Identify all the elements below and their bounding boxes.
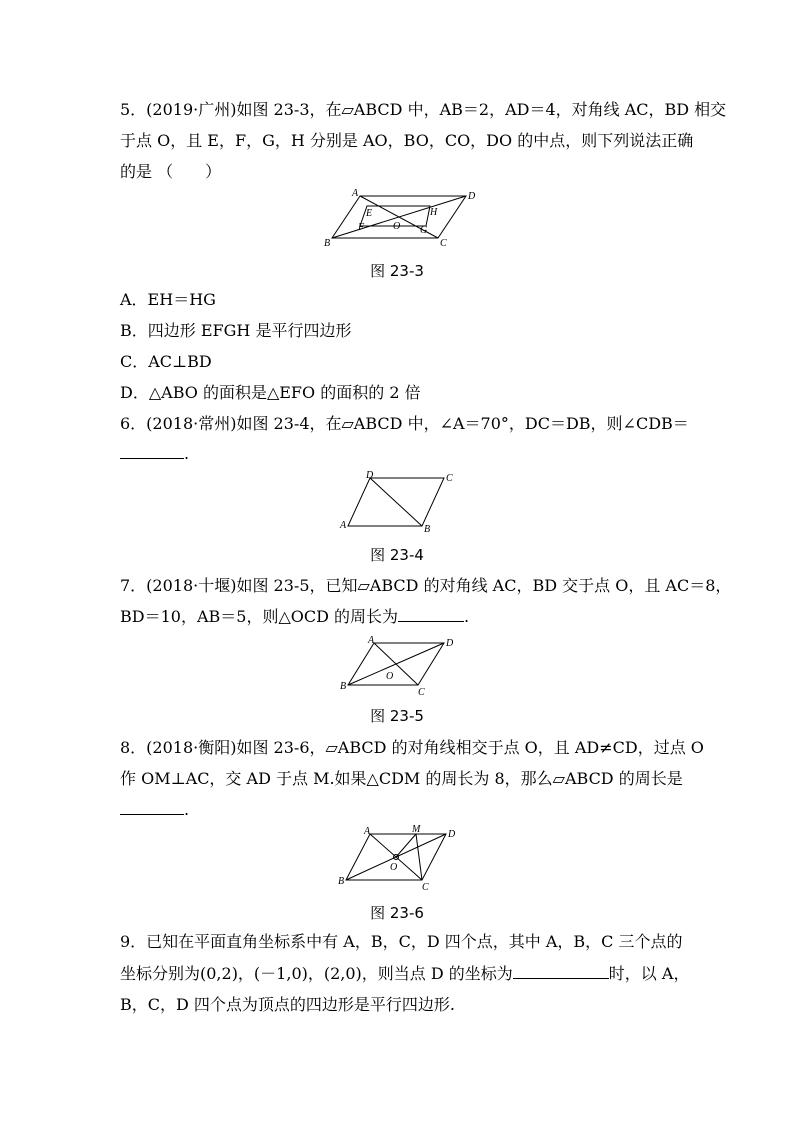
- label-g: G: [420, 225, 428, 236]
- diagonal-bd: [348, 643, 444, 685]
- label-h: H: [430, 207, 438, 218]
- label-b: B: [424, 524, 431, 534]
- answer-blank[interactable]: [398, 607, 464, 622]
- figure-23-6: [336, 824, 460, 892]
- label-a: A: [340, 520, 347, 531]
- figure-23-6-caption: 图 23-6: [370, 904, 424, 922]
- q5-line-3: 的是 （ ）: [120, 162, 222, 181]
- q5-option-d: D．△ABO 的面积是△EFO 的面积的 2 倍: [120, 383, 421, 402]
- label-c: C: [440, 238, 447, 249]
- label-d: D: [468, 191, 476, 202]
- q5-option-c: C．AC⊥BD: [120, 352, 212, 371]
- figure-23-5-caption: 图 23-5: [370, 707, 424, 725]
- q9-line-3: B，C，D 四个点为顶点的四边形是平行四边形.: [120, 995, 456, 1014]
- label-m: M: [412, 824, 421, 835]
- label-o: O: [393, 221, 401, 232]
- q7-line-1: 7．(2018·十堰)如图 23-5，已知▱ABCD 的对角线 AC，BD 交于点 O，且 AC＝8，: [120, 576, 732, 595]
- q5-option-a: A．EH＝HG: [120, 290, 216, 309]
- label-c: C: [422, 882, 429, 892]
- q9-line-2: 坐标分别为(0,2)，(－1,0)，(2,0)，则当点 D 的坐标为 时，以 A，: [120, 964, 690, 983]
- label-a: A: [364, 826, 371, 837]
- answer-blank[interactable]: [120, 444, 184, 459]
- segment-om: [396, 834, 416, 857]
- answer-blank[interactable]: [120, 800, 184, 815]
- q6-line-1: 6．(2018·常州)如图 23-4，在▱ABCD 中，∠A＝70°，DC＝DB，则∠CDB＝: [120, 414, 689, 433]
- figure-23-5: [336, 633, 460, 697]
- q5-option-b: B．四边形 EFGH 是平行四边形: [120, 321, 352, 340]
- label-c: C: [418, 687, 425, 697]
- diagonal-db: [370, 478, 422, 526]
- q5-line-1: 5．(2019·广州)如图 23-3，在▱ABCD 中，AB＝2，AD＝4，对角线 AC，BD 相交: [120, 100, 727, 119]
- q8-line-3: .: [120, 800, 680, 820]
- label-o: O: [386, 671, 394, 682]
- label-e: E: [366, 208, 373, 219]
- answer-blank[interactable]: [513, 964, 609, 979]
- q6-line-2: .: [120, 444, 680, 464]
- figure-23-3-caption: 图 23-3: [370, 262, 424, 280]
- q7-line-2: BD＝10，AB＝5，则△OCD 的周长为 .: [120, 607, 470, 626]
- figure-23-4: [338, 468, 460, 534]
- label-f: F: [358, 222, 365, 233]
- label-d: D: [366, 470, 374, 481]
- q8-line-1: 8．(2018·衡阳)如图 23-6，▱ABCD 的对角线相交于点 O，且 AD≠CD，过点 O: [120, 738, 704, 757]
- q9-line-1: 9．已知在平面直角坐标系中有 A，B，C，D 四个点，其中 A，B，C 三个点的: [120, 932, 683, 951]
- figure-23-4-caption: 图 23-4: [370, 546, 424, 564]
- q5-line-2: 于点 O，且 E，F，G，H 分别是 AO，BO，CO，DO 的中点，则下列说法正确: [120, 131, 694, 150]
- label-b: B: [338, 876, 345, 887]
- figure-23-3: [320, 186, 480, 250]
- label-c: C: [446, 473, 453, 484]
- label-b: B: [324, 238, 331, 249]
- label-a: A: [352, 188, 359, 199]
- label-o: O: [390, 862, 398, 873]
- segment-cm: [416, 834, 422, 880]
- label-d: D: [448, 829, 456, 840]
- label-a: A: [368, 635, 375, 646]
- label-b: B: [340, 681, 347, 692]
- q8-line-2: 作 OM⊥AC，交 AD 于点 M.如果△CDM 的周长为 8，那么▱ABCD 的周长是: [120, 769, 683, 788]
- label-d: D: [446, 638, 454, 649]
